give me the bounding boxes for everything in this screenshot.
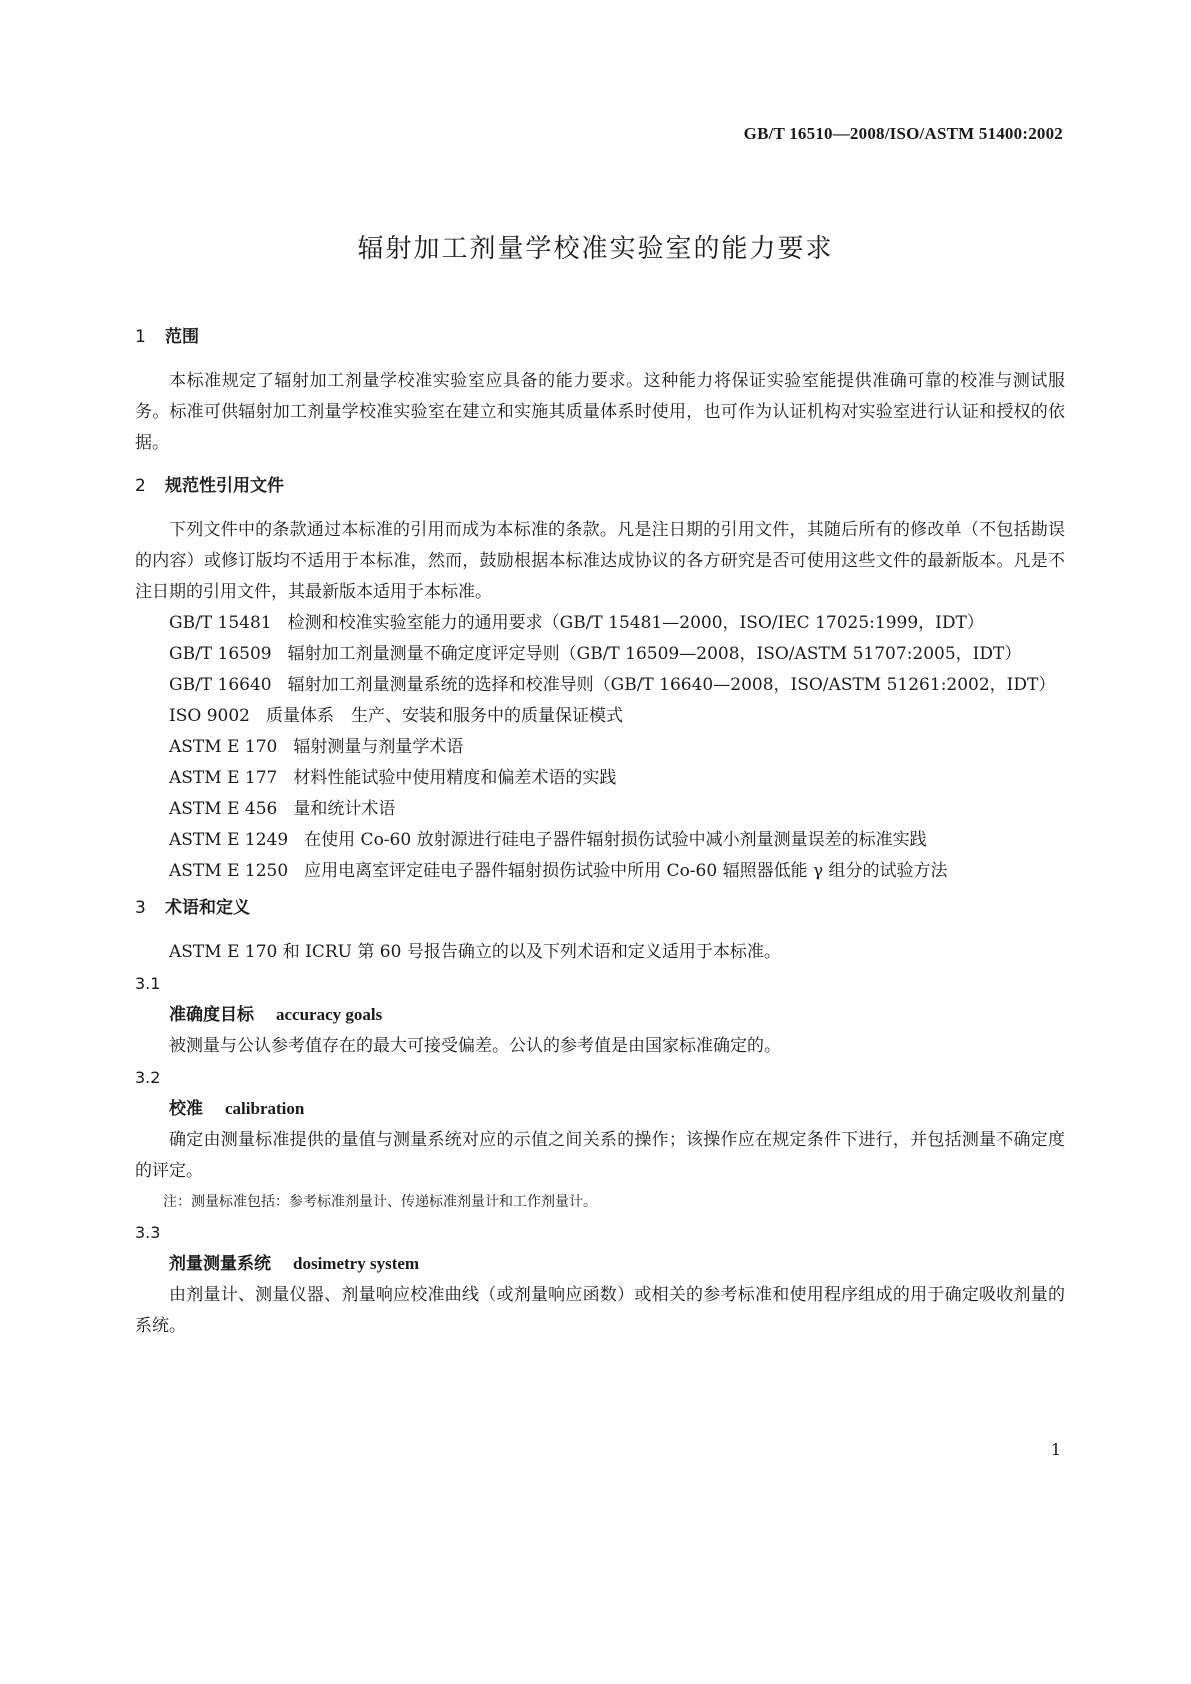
page-number: 1	[1050, 1440, 1061, 1459]
reference-title: 辐射加工剂量测量不确定度评定导则（GB/T 16509—2008，ISO/ASTM 51707:2005，IDT）	[287, 644, 1022, 664]
reference-code: GB/T 16509	[169, 644, 272, 664]
section-heading-2	[135, 471, 1065, 501]
section-3-paragraph: ASTM E 170 和 ICRU 第 60 号报告确立的以及下列术语和定义适用于本标准。	[169, 942, 781, 962]
section-heading-1	[135, 322, 1065, 352]
page-title: 辐射加工剂量学校准实验室的能力要求	[357, 234, 834, 264]
reference-item	[135, 701, 1065, 732]
term-heading	[135, 999, 1065, 1031]
reference-code: GB/T 15481	[169, 613, 272, 633]
section-title: 范围	[165, 327, 199, 347]
section-number: 3	[135, 898, 146, 918]
reference-code: ASTM E 177	[169, 768, 278, 788]
section-number: 1	[135, 327, 146, 347]
term-en: accuracy goals	[276, 1005, 383, 1024]
reference-item	[135, 794, 1065, 825]
section-title: 术语和定义	[165, 898, 250, 918]
reference-code: ASTM E 1249	[169, 830, 289, 850]
term-number: 3.1	[135, 974, 161, 993]
reference-item	[135, 639, 1065, 670]
reference-title: 量和统计术语	[293, 799, 396, 819]
term-zh: 校准	[169, 1099, 203, 1119]
reference-code: ISO 9002	[169, 706, 250, 726]
term-number: 3.2	[135, 1068, 161, 1087]
term-en: dosimetry system	[293, 1254, 420, 1273]
term-heading	[135, 1248, 1065, 1280]
section-number: 2	[135, 476, 146, 496]
reference-item	[135, 763, 1065, 794]
term-definition: 由剂量计、测量仪器、剂量响应校准曲线（或剂量响应函数）或相关的参考标准和使用程序组成的用于确定吸收剂量的系统。	[135, 1285, 1065, 1336]
reference-code: ASTM E 1250	[169, 861, 289, 881]
term-definition: 确定由测量标准提供的量值与测量系统对应的示值之间关系的操作；该操作应在规定条件下进行，并包括测量不确定度的评定。	[135, 1130, 1065, 1181]
reference-item	[135, 825, 1065, 856]
reference-item	[135, 732, 1065, 763]
reference-title: 辐射加工剂量测量系统的选择和校准导则（GB/T 16640—2008，ISO/ASTM 51261:2002，IDT）	[287, 675, 1056, 695]
reference-code: ASTM E 170	[169, 737, 278, 757]
reference-title: 在使用 Co-60 放射源进行硅电子器件辐射损伤试验中减小剂量测量误差的标准实践	[304, 830, 927, 850]
reference-title: 检测和校准实验室能力的通用要求（GB/T 15481—2000，ISO/IEC 17025:1999，IDT）	[287, 613, 984, 633]
section-heading-3	[135, 893, 1065, 923]
term-definition: 被测量与公认参考值存在的最大可接受偏差。公认的参考值是由国家标准确定的。	[169, 1036, 781, 1056]
section-2-paragraph: 下列文件中的条款通过本标准的引用而成为本标准的条款。凡是注日期的引用文件，其随后所有的修改单（不包括勘误的内容）或修订版均不适用于本标准，然而，鼓励根据本标准达成协议的各方研究是否可使用这些文件的最新版本。凡是不注日期的引用文件，其最新版本适用于本标准。	[135, 520, 1065, 602]
reference-code: ASTM E 456	[169, 799, 278, 819]
term-en: calibration	[225, 1099, 305, 1118]
term-note: 注：测量标准包括：参考标准剂量计、传递标准剂量计和工作剂量计。	[163, 1194, 597, 1210]
term-zh: 剂量测量系统	[169, 1254, 271, 1274]
standard-code: GB/T 16510—2008/ISO/ASTM 51400:2002	[743, 124, 1063, 143]
term-number: 3.3	[135, 1223, 161, 1242]
section-title: 规范性引用文件	[165, 476, 284, 496]
document-body	[135, 322, 1065, 1342]
term-zh: 准确度目标	[169, 1005, 254, 1025]
reference-title: 质量体系 生产、安装和服务中的质量保证模式	[265, 706, 623, 726]
reference-title: 辐射测量与剂量学术语	[293, 737, 464, 757]
term-heading	[135, 1093, 1065, 1125]
reference-item	[135, 608, 1065, 639]
section-1-paragraph: 本标准规定了辐射加工剂量学校准实验室应具备的能力要求。这种能力将保证实验室能提供准确可靠的校准与测试服务。标准可供辐射加工剂量学校准实验室在建立和实施其质量体系时使用，也可作为认证机构对实验室进行认证和授权的依据。	[135, 371, 1065, 453]
reference-title: 材料性能试验中使用精度和偏差术语的实践	[293, 768, 617, 788]
reference-code: GB/T 16640	[169, 675, 272, 695]
reference-item	[135, 670, 1065, 701]
reference-title: 应用电离室评定硅电子器件辐射损伤试验中所用 Co-60 辐照器低能 γ 组分的试验方法	[304, 861, 948, 881]
reference-item	[135, 856, 1065, 887]
